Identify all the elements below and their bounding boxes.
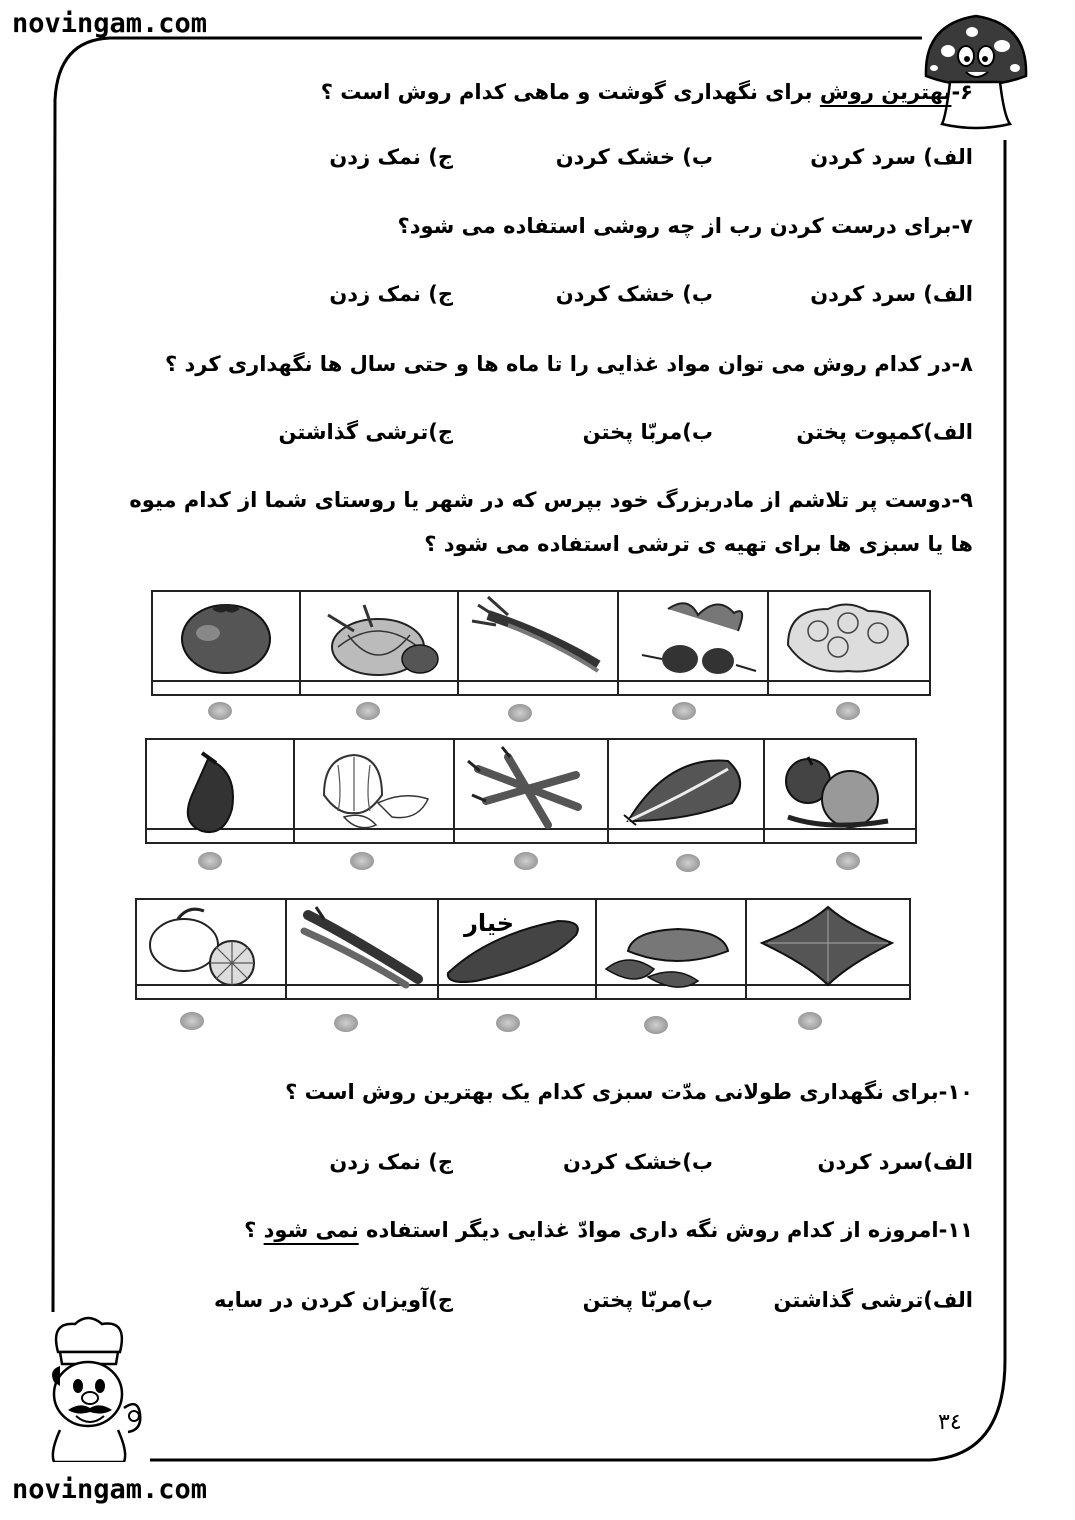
option-a[interactable]: الف)ترشی گذاشتن	[773, 1288, 973, 1312]
page-number: ۳٤	[938, 1410, 962, 1435]
option-c[interactable]: ج)ترشی گذاشتن	[278, 420, 453, 444]
question-6-underlined: بهترین روش	[819, 80, 952, 104]
onion-icon	[328, 605, 438, 675]
option-c[interactable]: ج) نمک زدن	[329, 1150, 453, 1174]
question-10-options	[0, 1150, 1075, 1186]
question-6-options	[0, 145, 1075, 181]
lettuce-icon	[624, 761, 740, 826]
eggplant-icon	[188, 753, 233, 832]
cauliflower-icon	[788, 604, 908, 671]
melon-slices-icon	[606, 929, 728, 987]
vegetable-grid-drawing	[128, 585, 948, 1055]
watermark-top: novingam.com	[12, 8, 208, 39]
option-b[interactable]: ب) خشک کردن	[555, 282, 713, 306]
celery-icon	[472, 597, 598, 671]
question-6-text: برای نگهداری گوشت و ماهی کدام روش است ؟	[320, 80, 820, 104]
watermark-bottom: novingam.com	[12, 1474, 208, 1505]
garlic-icon	[324, 755, 428, 828]
option-c[interactable]: ج) نمک زدن	[329, 145, 453, 169]
beetroot-icon	[642, 603, 756, 674]
tomato-icon	[182, 604, 270, 673]
question-8-options	[0, 420, 1075, 456]
option-b[interactable]: ب) خشک کردن	[555, 145, 713, 169]
mint-leaf-icon	[762, 907, 892, 985]
option-a[interactable]: الف) سرد کردن	[810, 145, 973, 169]
question-11-underlined: نمی شود	[263, 1218, 359, 1242]
mushroom-mascot-icon	[920, 6, 1032, 131]
vegetable-picture-grid	[128, 585, 948, 1055]
pea-pods-icon	[304, 907, 418, 985]
cucumber-handwritten-label: خیار	[464, 909, 514, 937]
option-a[interactable]: الف)کمپوت پختن	[796, 420, 973, 444]
option-b[interactable]: ب)مربّا پختن	[582, 420, 713, 444]
carrots-icon	[468, 747, 578, 825]
question-11-text: ۱۱-امروزه از کدام روش نگه داری موادّ غذایی دیگر استفاده	[358, 1218, 973, 1242]
question-8: ۸-در کدام روش می توان مواد غذایی را تا ماه ها و حتی سال ها نگهداری کرد ؟	[165, 352, 973, 376]
option-c[interactable]: ج) نمک زدن	[329, 282, 453, 306]
question-10: ۱۰-برای نگهداری طولانی مدّت سبزی کدام یک بهترین روش است ؟	[285, 1080, 973, 1104]
question-11	[244, 1218, 973, 1242]
row-3-answer-dots	[180, 1012, 822, 1034]
row-2-answer-dots	[198, 852, 860, 872]
question-11-end: ؟	[244, 1218, 264, 1242]
option-b[interactable]: ب)مربّا پختن	[582, 1288, 713, 1312]
question-6	[321, 80, 973, 104]
question-7-options	[0, 282, 1075, 318]
option-b[interactable]: ب)خشک کردن	[563, 1150, 713, 1174]
option-a[interactable]: الف) سرد کردن	[810, 282, 973, 306]
option-c[interactable]: ج)آویزان کردن در سایه	[214, 1288, 453, 1312]
lemon-icon	[150, 909, 254, 985]
question-6-number: ۶-	[951, 80, 973, 104]
row-1-answer-dots	[208, 702, 860, 722]
question-11-options	[0, 1288, 1075, 1324]
option-a[interactable]: الف)سرد کردن	[817, 1150, 973, 1174]
chef-mascot-icon	[20, 1312, 160, 1462]
question-9: ۹-دوست پر تلاشم از مادربزرگ خود بپرس که در شهر یا روستای شما از کدام میوه ها یا سبزی ها برای تهیه ی ترشی استفاده می شود ؟	[129, 488, 973, 556]
question-7: ۷-برای درست کردن رب از چه روشی استفاده می شود؟	[397, 214, 973, 238]
apple-quince-icon	[786, 757, 888, 827]
